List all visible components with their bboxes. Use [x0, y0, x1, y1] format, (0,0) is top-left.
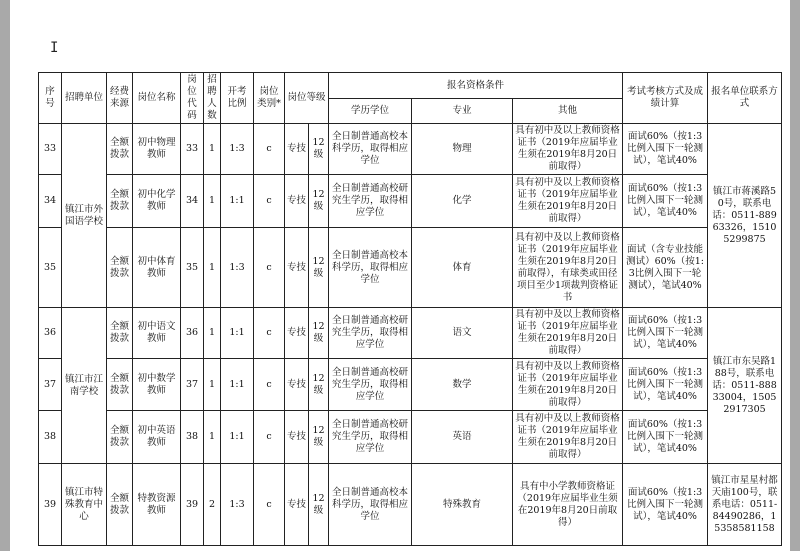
cell-funding: 全额拨款 — [107, 228, 133, 308]
cell-ratio: 1:1 — [221, 359, 254, 411]
cell-level-grade: 12级 — [309, 124, 329, 175]
cell-count: 1 — [204, 124, 221, 175]
cell-exam: 面试60%（按1:3比例入围下一轮测试），笔试40% — [623, 124, 708, 175]
cell-seq: 35 — [39, 228, 62, 308]
cell-category: c — [254, 411, 285, 464]
cell-unit: 镇江市特殊教育中心 — [62, 464, 107, 546]
cell-post: 初中化学教师 — [133, 175, 181, 228]
cell-count: 1 — [204, 411, 221, 464]
header-funding: 经费来源 — [107, 73, 133, 124]
cell-other: 具有初中及以上教师资格证书（2019年应届毕业生须在2019年8月20日前取得） — [513, 175, 623, 228]
table-row — [39, 359, 782, 411]
cell-degree: 全日制普通高校研究生学历，取得相应学位 — [329, 308, 412, 359]
cell-funding: 全额拨款 — [107, 359, 133, 411]
cell-degree: 全日制普通高校本科学历，取得相应学位 — [329, 124, 412, 175]
cell-post: 初中体育教师 — [133, 228, 181, 308]
cell-level-type: 专技 — [285, 464, 309, 546]
header-qualification: 报名资格条件 — [329, 73, 623, 99]
cell-ratio: 1:1 — [221, 175, 254, 228]
cell-major: 物理 — [412, 124, 513, 175]
cell-contact: 镇江市蒋溪路50号，联系电话：0511-88963326，15105299875 — [708, 124, 782, 308]
cell-ratio: 1:1 — [221, 308, 254, 359]
cell-level-type: 专技 — [285, 175, 309, 228]
cell-funding: 全额拨款 — [107, 411, 133, 464]
cell-other: 具有初中及以上教师资格证书（2019年应届毕业生须在2019年8月20日前取得），有球类或田径项目至少1项裁判资格证书 — [513, 228, 623, 308]
cell-ratio: 1:3 — [221, 228, 254, 308]
cell-level-grade: 12级 — [309, 175, 329, 228]
cell-major: 数学 — [412, 359, 513, 411]
cell-seq: 39 — [39, 464, 62, 546]
cell-count: 1 — [204, 228, 221, 308]
text-cursor-icon: I — [50, 40, 59, 56]
cell-ratio: 1:1 — [221, 411, 254, 464]
cell-level-grade: 12级 — [309, 228, 329, 308]
cell-contact: 镇江市星星村都天庙100号，联系电话：0511-84490286，15358581158 — [708, 464, 782, 546]
header-degree: 学历学位 — [329, 99, 412, 124]
cell-count: 2 — [204, 464, 221, 546]
cell-other: 具有中小学教师资格证（2019年应届毕业生须在2019年8月20日前取得） — [513, 464, 623, 546]
cell-unit: 镇江市外国语学校 — [62, 124, 107, 308]
cell-ratio: 1:3 — [221, 464, 254, 546]
cell-level-type: 专技 — [285, 411, 309, 464]
cell-code: 35 — [181, 228, 204, 308]
cell-code: 37 — [181, 359, 204, 411]
cell-post: 特教资源教师 — [133, 464, 181, 546]
cell-other: 具有初中及以上教师资格证书（2019年应届毕业生须在2019年8月20日前取得） — [513, 124, 623, 175]
cell-major: 体育 — [412, 228, 513, 308]
cell-exam: 面试60%（按1:3比例入围下一轮测试），笔试40% — [623, 175, 708, 228]
table-row — [39, 464, 782, 546]
cell-seq: 36 — [39, 308, 62, 359]
cell-major: 英语 — [412, 411, 513, 464]
cell-code: 33 — [181, 124, 204, 175]
cell-post: 初中数学教师 — [133, 359, 181, 411]
cell-category: c — [254, 124, 285, 175]
cell-post: 初中语文教师 — [133, 308, 181, 359]
cell-exam: 面试60%（按1:3比例入围下一轮测试），笔试40% — [623, 464, 708, 546]
cell-exam: 面试60%（按1:3比例入围下一轮测试），笔试40% — [623, 359, 708, 411]
cell-code: 36 — [181, 308, 204, 359]
cell-other: 具有初中及以上教师资格证书（2019年应届毕业生须在2019年8月20日前取得） — [513, 411, 623, 464]
header-unit: 招聘单位 — [62, 73, 107, 124]
cell-degree: 全日制普通高校研究生学历，取得相应学位 — [329, 175, 412, 228]
cell-level-grade: 12级 — [309, 359, 329, 411]
cell-other: 具有初中及以上教师资格证书（2019年应届毕业生须在2019年8月20日前取得） — [513, 359, 623, 411]
cell-code: 38 — [181, 411, 204, 464]
cell-ratio: 1:3 — [221, 124, 254, 175]
cell-exam: 面试60%（按1:3比例入围下一轮测试），笔试40% — [623, 308, 708, 359]
cell-exam: 面试60%（按1:3比例入围下一轮测试），笔试40% — [623, 411, 708, 464]
cell-funding: 全额拨款 — [107, 308, 133, 359]
header-exam: 考试考核方式及成绩计算 — [623, 73, 708, 124]
header-level: 岗位等级 — [285, 73, 329, 124]
cell-seq: 38 — [39, 411, 62, 464]
header-post-name: 岗位名称 — [133, 73, 181, 124]
cell-count: 1 — [204, 308, 221, 359]
cell-seq: 33 — [39, 124, 62, 175]
cell-funding: 全额拨款 — [107, 464, 133, 546]
cell-level-type: 专技 — [285, 359, 309, 411]
cell-category: c — [254, 464, 285, 546]
cell-seq: 34 — [39, 175, 62, 228]
cell-level-grade: 12级 — [309, 464, 329, 546]
cell-degree: 全日制普通高校本科学历，取得相应学位 — [329, 228, 412, 308]
cell-other: 具有初中及以上教师资格证书（2019年应届毕业生须在2019年8月20日前取得） — [513, 308, 623, 359]
cell-degree: 全日制普通高校研究生学历，取得相应学位 — [329, 411, 412, 464]
cell-funding: 全额拨款 — [107, 175, 133, 228]
cell-level-grade: 12级 — [309, 411, 329, 464]
table-row — [39, 308, 782, 359]
cell-funding: 全额拨款 — [107, 124, 133, 175]
table-row — [39, 228, 782, 308]
cell-category: c — [254, 175, 285, 228]
table-row — [39, 175, 782, 228]
cell-level-type: 专技 — [285, 228, 309, 308]
cell-major: 特殊教育 — [412, 464, 513, 546]
cell-seq: 37 — [39, 359, 62, 411]
cell-post: 初中物理教师 — [133, 124, 181, 175]
cell-post: 初中英语教师 — [133, 411, 181, 464]
cell-degree: 全日制普通高校本科学历，取得相应学位 — [329, 464, 412, 546]
header-seq: 序号 — [39, 73, 62, 124]
cell-count: 1 — [204, 359, 221, 411]
cell-category: c — [254, 308, 285, 359]
cell-degree: 全日制普通高校研究生学历，取得相应学位 — [329, 359, 412, 411]
cell-category: c — [254, 359, 285, 411]
cell-unit: 镇江市江南学校 — [62, 308, 107, 464]
table-row — [39, 411, 782, 464]
cell-major: 化学 — [412, 175, 513, 228]
cell-count: 1 — [204, 175, 221, 228]
cell-code: 34 — [181, 175, 204, 228]
header-contact: 报名单位联系方式 — [708, 73, 782, 124]
header-category: 岗位类别* — [254, 73, 285, 124]
recruitment-table — [38, 72, 782, 546]
header-ratio: 开考比例 — [221, 73, 254, 124]
cell-level-type: 专技 — [285, 308, 309, 359]
cell-exam: 面试（含专业技能测试）60%（按1:3比例入围下一轮测试），笔试40% — [623, 228, 708, 308]
table-row — [39, 124, 782, 175]
cell-level-grade: 12级 — [309, 308, 329, 359]
header-major: 专业 — [412, 99, 513, 124]
header-post-code: 岗位代码 — [181, 73, 204, 124]
cell-code: 39 — [181, 464, 204, 546]
cell-contact: 镇江市东吴路188号，联系电话：0511-88833004，15052917305 — [708, 308, 782, 464]
cell-category: c — [254, 228, 285, 308]
cell-major: 语文 — [412, 308, 513, 359]
header-count: 招聘人数 — [204, 73, 221, 124]
header-other: 其他 — [513, 99, 623, 124]
cell-level-type: 专技 — [285, 124, 309, 175]
